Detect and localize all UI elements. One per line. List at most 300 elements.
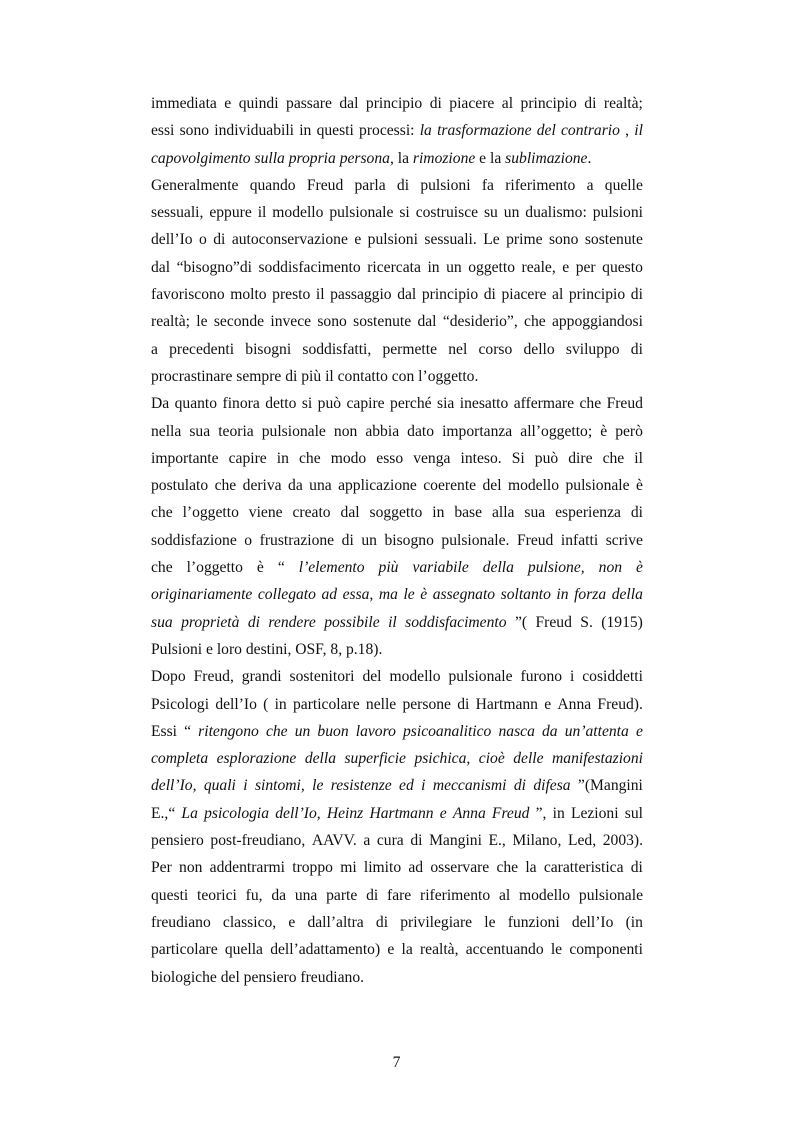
text: è: [600, 422, 608, 440]
italic-text: è: [636, 559, 643, 577]
text: accentuando: [465, 941, 544, 959]
text: una: [294, 886, 318, 904]
italic-text: un: [294, 722, 311, 740]
text: “: [184, 722, 192, 740]
text: dall’altra: [307, 913, 364, 931]
text-line: [151, 90, 643, 117]
text: di: [429, 95, 442, 112]
text: applicazione: [338, 477, 417, 495]
text: del: [362, 668, 382, 686]
text: soddisfazione: [151, 531, 237, 549]
italic-text: esplorazione: [216, 750, 297, 768]
text: alla: [491, 504, 515, 522]
text: componenti: [569, 941, 643, 959]
italic-text: sintomi,: [254, 777, 305, 795]
text: ”,: [535, 804, 547, 822]
italic-text: i: [243, 777, 248, 795]
text: dal: [151, 258, 171, 276]
text: e: [562, 258, 570, 276]
text: teoria: [218, 422, 254, 440]
italic-text: delle: [513, 750, 544, 768]
text: AAVV.: [311, 832, 357, 850]
text: dal: [339, 95, 359, 112]
text: a: [363, 832, 371, 850]
text: che: [602, 449, 625, 467]
text: il: [634, 449, 643, 467]
text: e: [387, 941, 395, 959]
text-line: [151, 772, 643, 799]
text: individuabili: [214, 122, 294, 140]
text: passare: [286, 95, 332, 112]
text: modello: [519, 886, 571, 904]
text: Freud: [606, 395, 643, 413]
text: particolare: [292, 695, 360, 713]
italic-text: originariamente: [151, 586, 253, 604]
text: questo: [602, 258, 643, 276]
text: dato: [407, 422, 435, 440]
text: procrastinare sempre di più il contatto con l’oggetto.: [151, 367, 479, 385]
text: nelle: [365, 695, 397, 713]
italic-text: pulsione,: [527, 559, 585, 577]
text: eppure: [209, 204, 252, 222]
text: Generalmente: [151, 176, 239, 194]
text: su: [483, 204, 498, 222]
italic-text: difesa: [533, 777, 571, 795]
text: Lezioni: [570, 804, 619, 822]
text: di: [483, 286, 496, 304]
text-line: [151, 145, 643, 172]
text-line: [151, 691, 643, 718]
text: di: [410, 832, 423, 850]
italic-text: psicologia: [204, 804, 270, 822]
text-line: [151, 854, 643, 881]
text: e la: [475, 149, 506, 167]
text: Led,: [567, 832, 597, 850]
text: inesatto: [459, 395, 509, 413]
italic-text: un’attenta: [564, 722, 629, 740]
text: non: [179, 859, 203, 877]
text: parla: [354, 176, 386, 194]
text: S.: [580, 613, 593, 631]
text-line: [151, 718, 643, 745]
text: pulsionale: [261, 422, 326, 440]
italic-text: è: [420, 586, 428, 604]
text: sessuali.: [424, 231, 477, 249]
text: si: [301, 395, 313, 413]
italic-text: ritengono: [198, 722, 259, 740]
text: passaggio: [330, 286, 392, 304]
text: del: [482, 477, 502, 495]
italic-text: lavoro: [355, 722, 396, 740]
italic-text: e: [635, 722, 643, 740]
text: può: [317, 395, 342, 413]
text: è: [256, 559, 264, 577]
text-line: [151, 172, 643, 199]
text: non: [333, 422, 358, 440]
italic-text: proprietà: [181, 613, 240, 631]
text: dell’Io: [215, 695, 257, 713]
text: di: [457, 695, 470, 713]
italic-text: assegnato: [432, 586, 496, 604]
text: infatti: [560, 531, 599, 549]
text: in: [432, 504, 445, 522]
text: Essi: [151, 722, 177, 740]
italic-text: non: [598, 559, 623, 577]
text: capire: [228, 449, 267, 467]
text: Da: [151, 395, 170, 413]
italic-text: Hartmann: [369, 804, 434, 822]
text: Mangini: [429, 832, 482, 850]
italic-text: essa,: [342, 586, 374, 604]
italic-text: il: [634, 122, 643, 140]
text: oggetto: [468, 258, 516, 276]
italic-text: della: [611, 586, 643, 604]
text: di: [396, 176, 410, 194]
text-line: [151, 636, 643, 663]
text: si: [399, 204, 410, 222]
text: di: [375, 913, 389, 931]
text: abbia: [365, 422, 400, 440]
text: modello: [389, 668, 441, 686]
text: detto: [265, 395, 297, 413]
italic-text: in: [556, 586, 569, 604]
text-line: [151, 254, 643, 281]
text: funzioni: [507, 913, 560, 931]
text: Milano,: [512, 832, 562, 850]
text: e: [544, 695, 552, 713]
text: mi: [340, 859, 357, 877]
text: importanza: [442, 422, 513, 440]
italic-text: nasca: [498, 722, 535, 740]
text: soggetto: [369, 504, 423, 522]
italic-text: ed: [399, 777, 414, 795]
text: è: [635, 477, 643, 495]
text: di: [366, 886, 379, 904]
text: di: [584, 95, 597, 112]
italic-text: Freud: [491, 804, 530, 822]
text: la: [525, 859, 537, 877]
text: capire: [346, 395, 385, 413]
italic-text: psicoanalitico: [403, 722, 492, 740]
text: in: [276, 449, 289, 467]
text: un: [503, 204, 520, 222]
text: coerente: [423, 477, 477, 495]
text: il: [257, 204, 267, 222]
text-line: [151, 445, 643, 472]
italic-text: La: [181, 804, 198, 822]
italic-text: e: [439, 804, 447, 822]
text-line: [151, 964, 643, 991]
italic-text: di: [247, 613, 260, 631]
text: o: [244, 531, 253, 549]
text: che: [151, 504, 173, 522]
text: corso: [478, 340, 513, 358]
text: permette: [382, 340, 438, 358]
text-line: [151, 554, 643, 581]
text: un: [446, 258, 462, 276]
text: Si: [511, 449, 525, 467]
text: in: [274, 695, 287, 713]
italic-text: più: [378, 559, 399, 577]
text: che: [579, 395, 602, 413]
text: dell’adattamento): [270, 941, 381, 959]
text: importante: [151, 449, 219, 467]
text: nel: [448, 340, 468, 358]
text: al: [498, 886, 511, 904]
text: può: [534, 449, 559, 467]
text: affermare: [513, 395, 575, 413]
text: principio: [520, 95, 577, 112]
italic-text: psichica,: [414, 750, 471, 768]
text: in: [552, 804, 565, 822]
text: creato: [292, 504, 331, 522]
text: pulsionale: [565, 477, 630, 495]
text: ,: [625, 122, 630, 140]
text: di: [630, 286, 643, 304]
text: fa: [481, 176, 494, 194]
italic-text: possibile: [324, 613, 380, 631]
italic-text: rendere: [268, 613, 316, 631]
italic-text: del: [536, 122, 556, 140]
text: molto: [230, 286, 267, 304]
text: costruisce: [415, 204, 479, 222]
text: però: [615, 422, 643, 440]
text: biologiche del pensiero freudiano.: [151, 968, 365, 986]
text-line: [151, 745, 643, 772]
text-line: [151, 199, 643, 226]
text: postulato: [151, 477, 209, 495]
text: Freud,: [193, 668, 234, 686]
text: pulsionale: [329, 204, 394, 222]
text: al: [552, 286, 564, 304]
text: questi: [316, 122, 354, 140]
italic-text: la: [419, 122, 432, 140]
text: e: [354, 231, 362, 249]
italic-text: quali: [203, 777, 236, 795]
text-line: [151, 527, 643, 554]
text-line: [151, 308, 643, 335]
text: sul: [624, 804, 643, 822]
text: quella: [224, 941, 263, 959]
text: ”(Mangini: [577, 777, 643, 795]
text: di: [630, 340, 643, 358]
text: che: [524, 313, 546, 331]
text: (1915): [601, 613, 643, 631]
text: principio: [568, 286, 626, 304]
text: invece: [270, 313, 312, 331]
text: modo: [330, 449, 367, 467]
italic-text: collegato: [257, 586, 316, 604]
text: Le: [483, 231, 500, 249]
text: sua: [189, 422, 211, 440]
text: pulsionale: [448, 668, 513, 686]
text: reale,: [521, 258, 556, 276]
text: soddisfacimento: [258, 258, 361, 276]
text: riferimento: [420, 886, 491, 904]
text: di: [630, 504, 643, 522]
text: Per: [151, 859, 172, 877]
text: sia: [437, 395, 455, 413]
text: a: [586, 176, 594, 194]
text: sono: [179, 122, 210, 140]
text: presto: [272, 286, 311, 304]
text: dello: [523, 340, 555, 358]
italic-text: buon: [317, 722, 349, 740]
text: sostenute: [584, 231, 643, 249]
text: Dopo: [151, 668, 186, 686]
text: (: [263, 695, 269, 713]
text: pulsioni: [592, 204, 643, 222]
text: troppo: [292, 859, 333, 877]
text: modello: [272, 204, 324, 222]
text: che: [298, 449, 321, 467]
text: ricercata: [367, 258, 421, 276]
text: E.,: [488, 832, 506, 850]
text: Hartmann: [475, 695, 538, 713]
text: pulsionale.: [441, 531, 510, 549]
text: dal: [417, 313, 437, 331]
italic-text: resistenze: [330, 777, 392, 795]
text: questi: [151, 886, 189, 904]
italic-text: contrario: [561, 122, 620, 140]
text: di: [341, 531, 354, 549]
text: seconde: [213, 313, 265, 331]
italic-text: dell’Io,: [151, 777, 197, 795]
text: bisogni: [245, 340, 292, 358]
text: deriva: [242, 477, 282, 495]
text: dal: [340, 504, 360, 522]
text-line: [151, 663, 643, 690]
text: Freud).: [597, 695, 643, 713]
text: perché: [390, 395, 432, 413]
text: sono: [317, 313, 347, 331]
italic-text: cioè: [478, 750, 505, 768]
text: “bisogno”di: [176, 258, 252, 276]
text: freudiano: [151, 913, 211, 931]
italic-text: le: [403, 586, 415, 604]
text: la: [401, 941, 413, 959]
text: o: [199, 231, 207, 249]
text: furono: [520, 668, 563, 686]
italic-text: variabile: [412, 559, 469, 577]
text: realtà;: [603, 95, 643, 112]
text: frustrazione: [259, 531, 335, 549]
text: classico,: [222, 913, 277, 931]
text-line: [151, 336, 643, 363]
body-text: [151, 90, 643, 991]
italic-text: della: [482, 559, 514, 577]
text: ”(: [514, 613, 528, 631]
text: le: [484, 913, 496, 931]
text: principio: [421, 286, 479, 304]
text-line: [151, 936, 643, 963]
text: esperienza: [555, 504, 621, 522]
text: Freud: [516, 531, 554, 549]
text: essi: [151, 122, 175, 140]
text: limito: [363, 859, 402, 877]
text-line: [151, 909, 643, 936]
text: precedenti: [169, 340, 235, 358]
text-line: [151, 117, 643, 144]
italic-text: soltanto: [500, 586, 551, 604]
text: soddisfatti,: [302, 340, 372, 358]
italic-text: Heinz: [326, 804, 364, 822]
text-line: [151, 390, 643, 417]
text-line: [151, 609, 643, 636]
text: cura: [376, 832, 404, 850]
text-line: [151, 800, 643, 827]
text: di: [213, 231, 226, 249]
text: addentrarmi: [209, 859, 285, 877]
text: bisogno: [384, 531, 434, 549]
italic-text: ad: [321, 586, 338, 604]
text-line: [151, 472, 643, 499]
text: sessuali,: [151, 204, 204, 222]
text: post-freudiano,: [210, 832, 306, 850]
text: da: [288, 477, 303, 495]
text: una: [309, 477, 332, 495]
text: quanto: [174, 395, 218, 413]
text: 2003).: [602, 832, 643, 850]
text: particolare: [151, 941, 218, 959]
text: grandi: [241, 668, 282, 686]
text: autoconservazione: [231, 231, 348, 249]
text: E.,“: [151, 804, 176, 822]
text: l’oggetto: [182, 504, 239, 522]
text-line: [151, 499, 643, 526]
text: l’oggetto: [186, 559, 243, 577]
text: che: [214, 477, 237, 495]
text: dell’Io: [571, 913, 614, 931]
text: immediata: [151, 95, 217, 112]
text: realtà,: [419, 941, 459, 959]
text: per: [575, 258, 596, 276]
text: fu,: [245, 886, 263, 904]
text: pensiero: [151, 832, 204, 850]
text-line: [151, 882, 643, 909]
text: venga: [413, 449, 451, 467]
text: al: [501, 95, 514, 112]
text: scrive: [605, 531, 643, 549]
text-line: [151, 226, 643, 253]
italic-text: il: [388, 613, 397, 631]
italic-text: sublimazione: [505, 149, 588, 167]
text: il: [315, 286, 325, 304]
text: teorici: [197, 886, 237, 904]
text: di: [630, 859, 643, 877]
italic-text: Anna: [452, 804, 486, 822]
text: sviluppo: [565, 340, 620, 358]
text: .: [587, 149, 592, 167]
text: Psicologi: [151, 695, 210, 713]
text-line: [151, 418, 643, 445]
italic-text: di: [513, 777, 526, 795]
text: sostenute: [353, 313, 412, 331]
text: favoriscono: [151, 286, 225, 304]
text: pulsionale: [578, 886, 643, 904]
text: inteso.: [460, 449, 502, 467]
text-line: [151, 581, 643, 608]
italic-text: soddisfacimento: [405, 613, 507, 631]
text: parte: [326, 886, 358, 904]
text: processi:: [359, 122, 415, 140]
text: esso: [376, 449, 404, 467]
text: un: [361, 531, 377, 549]
italic-text: completa: [151, 750, 209, 768]
text-line: [151, 281, 643, 308]
text: , la: [389, 149, 413, 167]
text: dire: [568, 449, 593, 467]
